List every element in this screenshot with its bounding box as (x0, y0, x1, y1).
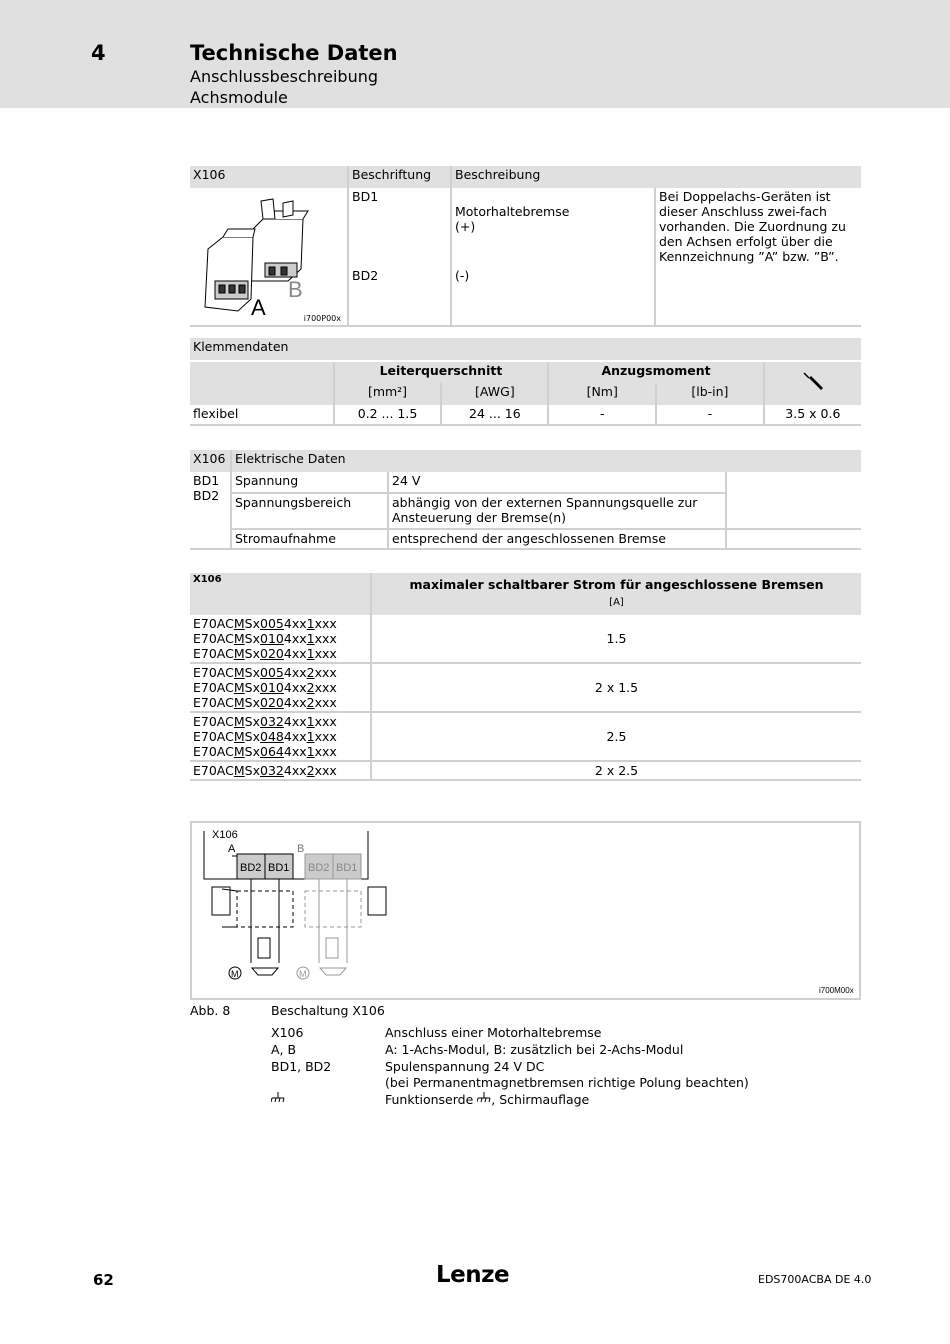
type-part: E70AC (193, 646, 234, 661)
type-part: M (233, 763, 245, 778)
type-part: 2 (306, 665, 315, 680)
cell-lbin: - (656, 405, 764, 425)
type-part: 4xx (283, 695, 307, 710)
type-code (193, 744, 367, 759)
type-part: Sx (244, 763, 261, 778)
th-x106: X106 (193, 574, 222, 585)
unit-mm2: [mm²] (334, 383, 442, 405)
diag-b: B (297, 843, 305, 855)
type-part: 4xx (283, 646, 307, 661)
diag-a: A (228, 843, 236, 855)
th-anzugsmoment: Anzugsmoment (548, 362, 763, 383)
type-code (193, 631, 367, 646)
bd1-description: Motorhaltebremse (+) (455, 204, 570, 234)
type-code (193, 680, 367, 695)
double-axis-note: Bei Doppelachs-Geräten ist dieser Anschluss zwei-fach vorhanden. Die Zuordnung zu den Achsen erfolgt über die Kennzeichnung ”A” bzw. ”B”. (655, 188, 861, 326)
type-part: 005 (260, 665, 284, 680)
cell-flexibel: flexibel (193, 406, 239, 421)
type-part: Sx (244, 729, 261, 744)
type-part: xxx (314, 646, 337, 661)
type-part: xxx (314, 729, 337, 744)
subtitle-2: Achsmodule (190, 88, 288, 107)
type-part: 4xx (283, 729, 307, 744)
type-part: 4xx (283, 631, 307, 646)
type-part: M (233, 646, 245, 661)
type-part: xxx (314, 631, 337, 646)
type-code (193, 646, 367, 661)
table-row (190, 615, 861, 663)
table-row (190, 761, 861, 780)
label-spannung: Spannung (231, 472, 388, 493)
max-current-value: 1.5 (371, 615, 861, 663)
wiring-schematic (192, 823, 859, 998)
type-code (193, 729, 367, 744)
diagram-code: i700M00x (819, 986, 854, 995)
max-current-value: 2 x 2.5 (371, 761, 861, 780)
document-id: EDS700ACBA DE 4.0 (758, 1273, 872, 1286)
type-part: xxx (314, 744, 337, 759)
type-part: E70AC (193, 665, 234, 680)
legend-value-4b: , Schirmauflage (491, 1092, 590, 1107)
type-part: Sx (244, 695, 261, 710)
table-row (190, 712, 861, 761)
diag-bd1-b: BD1 (336, 862, 358, 874)
type-part: 032 (260, 763, 284, 778)
type-part: 4xx (283, 763, 307, 778)
type-code (193, 616, 367, 631)
caption-abb: Abb. 8 (190, 1003, 231, 1018)
th-x106: X106 (193, 167, 226, 182)
legend-value-2: A: 1-Achs-Modul, B: zusätzlich bei 2-Achs-Modul (385, 1042, 684, 1057)
value-spannung: 24 V (388, 472, 726, 493)
type-part: Sx (244, 631, 261, 646)
type-part: Sx (244, 665, 261, 680)
max-current-value: 2.5 (371, 712, 861, 761)
th-leiterquerschnitt: Leiterquerschnitt (334, 362, 549, 383)
motor-b: M (299, 969, 307, 979)
pin-bd1: BD1 (352, 189, 379, 204)
label-stromaufnahme: Stromaufnahme (231, 529, 388, 549)
th-elektrische-daten: Elektrische Daten (231, 450, 861, 472)
th-max-current: maximaler schaltbarer Strom für angeschlossene Bremsen (409, 577, 824, 592)
cell-mm2: 0.2 ... 1.5 (334, 405, 442, 425)
type-part: 010 (260, 631, 284, 646)
table-row (190, 663, 861, 712)
type-part: M (233, 729, 245, 744)
type-part: 4xx (283, 714, 307, 729)
th-klemmendaten: Klemmendaten (193, 339, 289, 354)
th-beschreibung: Beschreibung (451, 166, 861, 188)
type-part: xxx (314, 616, 337, 631)
type-part: 1 (306, 616, 315, 631)
type-part: 005 (260, 616, 284, 631)
type-part: xxx (314, 714, 337, 729)
type-part: 4xx (283, 665, 307, 680)
type-part: 048 (260, 729, 284, 744)
cell-screwdriver: 3.5 x 0.6 (764, 405, 861, 425)
label-a: A (251, 295, 266, 320)
type-part: 4xx (283, 616, 307, 631)
connector-drawing (193, 189, 343, 321)
type-part: 064 (260, 744, 284, 759)
motor-a: M (231, 969, 239, 979)
unit-nm: [Nm] (548, 383, 656, 405)
wiring-diagram (190, 821, 861, 1000)
lenze-logo: Lenze (436, 1262, 510, 1288)
type-part: E70AC (193, 729, 234, 744)
type-part: Sx (244, 744, 261, 759)
pins: BD1 BD2 (193, 473, 220, 503)
diag-bd2-b: BD2 (308, 862, 330, 874)
max-current-value: 2 x 1.5 (371, 663, 861, 712)
type-part: 1 (306, 646, 315, 661)
legend-key-1: X106 (271, 1025, 304, 1040)
ground-icon (271, 1092, 285, 1107)
type-part: 1 (306, 744, 315, 759)
ground-icon-inline (477, 1092, 491, 1104)
clamp-data-table (190, 338, 861, 426)
type-code (193, 763, 367, 778)
chapter-number: 4 (91, 41, 106, 65)
caption-title: Beschaltung X106 (271, 1003, 385, 1018)
bd2-description: (-) (455, 268, 470, 283)
connector-image (190, 188, 348, 326)
diag-bd2-a: BD2 (240, 862, 262, 874)
legend-value-3b: (bei Permanentmagnetbremsen richtige Polung beachten) (385, 1075, 749, 1090)
type-part: E70AC (193, 695, 234, 710)
subtitle: Anschlussbeschreibung (190, 67, 378, 86)
legend-value-3: Spulenspannung 24 V DC (385, 1059, 545, 1074)
type-part: xxx (314, 695, 337, 710)
legend-value-1: Anschluss einer Motorhaltebremse (385, 1025, 602, 1040)
type-list (190, 615, 371, 663)
type-part: E70AC (193, 680, 234, 695)
legend-key-3: BD1, BD2 (271, 1059, 332, 1074)
unit-lbin: [lb-in] (656, 383, 764, 405)
electrical-data-table (190, 450, 861, 550)
type-part: 2 (306, 680, 315, 695)
type-part: Sx (244, 680, 261, 695)
image-code: i700P00x (303, 314, 341, 323)
legend-key-2: A, B (271, 1042, 297, 1057)
type-list (190, 663, 371, 712)
type-part: M (233, 680, 245, 695)
type-part: 010 (260, 680, 284, 695)
th-beschriftung: Beschriftung (348, 166, 451, 188)
type-part: E70AC (193, 631, 234, 646)
type-list (190, 712, 371, 761)
th-unit: [A] (609, 597, 624, 608)
terminal-table (190, 166, 861, 327)
type-part: E70AC (193, 616, 234, 631)
cell-awg: 24 ... 16 (441, 405, 548, 425)
cell-nm: - (548, 405, 656, 425)
value-stromaufnahme: entsprechend der angeschlossenen Bremse (388, 529, 726, 549)
type-part: E70AC (193, 744, 234, 759)
type-part: 1 (306, 729, 315, 744)
label-b: B (288, 277, 303, 302)
type-part: 020 (260, 646, 284, 661)
type-part: 1 (306, 714, 315, 729)
type-code (193, 695, 367, 710)
screwdriver-icon (764, 362, 861, 405)
type-part: M (233, 631, 245, 646)
type-part: 032 (260, 714, 284, 729)
type-part: 020 (260, 695, 284, 710)
type-part: xxx (314, 763, 337, 778)
type-part: M (233, 744, 245, 759)
type-part: Sx (244, 714, 261, 729)
type-part: 4xx (283, 744, 307, 759)
type-part: 1 (306, 631, 315, 646)
type-part: 4xx (283, 680, 307, 695)
type-part: 2 (306, 763, 315, 778)
diag-x106: X106 (212, 829, 238, 841)
type-code (193, 665, 367, 680)
type-code (193, 714, 367, 729)
type-list (190, 761, 371, 780)
th-x106: X106 (193, 451, 226, 466)
value-spannungsbereich: abhängig von der externen Spannungsquelle zur Ansteuerung der Bremse(n) (388, 493, 726, 529)
type-part: M (233, 714, 245, 729)
type-part: 2 (306, 695, 315, 710)
type-part: E70AC (193, 763, 234, 778)
pin-bd2: BD2 (352, 268, 379, 283)
type-part: Sx (244, 646, 261, 661)
page-title: Technische Daten (190, 41, 398, 65)
unit-awg: [AWG] (441, 383, 548, 405)
diag-bd1-a: BD1 (268, 862, 290, 874)
type-part: Sx (244, 616, 261, 631)
page-number: 62 (93, 1271, 114, 1289)
type-part: xxx (314, 665, 337, 680)
header-band (0, 0, 950, 108)
type-part: M (233, 665, 245, 680)
type-part: E70AC (193, 714, 234, 729)
type-part: xxx (314, 680, 337, 695)
type-part: M (233, 695, 245, 710)
legend-value-4: Funktionserde (385, 1092, 474, 1107)
current-table (190, 573, 861, 781)
type-part: M (233, 616, 245, 631)
label-spannungsbereich: Spannungsbereich (231, 493, 388, 529)
